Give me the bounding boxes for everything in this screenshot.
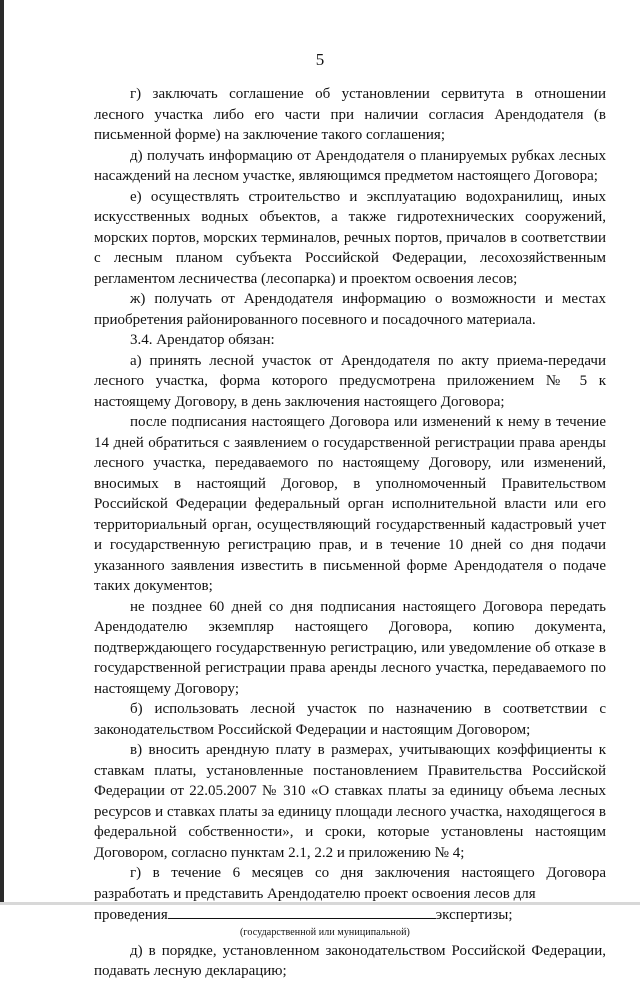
paragraph-declaration: д) в порядке, установленном законодательством Российской Федерации, подавать лесную декларацию; (94, 942, 606, 979)
fill-line-caption: (государственной или муниципальной) (240, 926, 410, 938)
fill-in-line (94, 904, 606, 926)
scan-edge-shadow (0, 0, 4, 905)
paragraph-registration: после подписания настоящего Договора или изменений к нему в течение 14 дней обратиться с заявлением о государственной регистрации права аренды лесного участка, передаваемого по настоящему Договору, или изменений, вносимых в настоящий Договор, в уполномоченный Правительством Российской Федерации федеральный орган исполнительной власти или его территориальный орган, осуществляющий государственный кадастровый учет и государственную регистрацию прав, и в течение 10 дней со дня подачи указанного заявления известить в письменной форме Арендодателя о подаче таких документов; (94, 414, 606, 594)
blank-fill-field (168, 904, 436, 919)
fill-line-suffix: экспертизы; (435, 907, 513, 923)
paragraph-rent-payment: в) вносить арендную плату в размерах, учитывающих коэффициенты к ставкам платы, установленные постановлением Правительства Российской Федерации от 22.05.2007 № 310 «О ставках платы за единицу объема лесных ресурсов и ставках платы за единицу площади лесного участка, находящегося в федеральной собственности», и сроки, которые установлены настоящим Договором, согласно пунктам 2.1, 2.2 и приложению № 4; (94, 742, 606, 861)
page-number: 5 (315, 50, 325, 69)
document-body (94, 84, 606, 982)
paragraph-seed-material: ж) получать от Арендодателя информацию о возможности и местах приобретения районированного посевного и посадочного материала. (94, 291, 606, 328)
section-heading-3-4: 3.4. Арендатор обязан: (130, 332, 275, 348)
fill-line-prefix: проведения (94, 907, 168, 923)
paragraph-transfer-copy: не позднее 60 дней со дня подписания настоящего Договора передать Арендодателю экземпляр настоящего Договора, копию документа, подтверждающего государственную регистрацию, или уведомление об отказе в государственной регистрации права аренды лесного участка, передаваемого по настоящему Договору; (94, 598, 606, 697)
paragraph-accept-plot: а) принять лесной участок от Арендодателя по акту приема-передачи лесного участка, форма которого предусмотрена приложением № 5 к настоящему Договору, в день заключения настоящего Договора; (94, 352, 606, 410)
paragraph-logging-info: д) получать информацию от Арендодателя о планируемых рубках лесных насаждений на лесном участке, являющимся предметом настоящего Договора; (94, 147, 606, 184)
paragraph-servitude: г) заключать соглашение об установлении сервитута в отношении лесного участка либо его части при наличии согласия Арендодателя (в письменной форме) на заключение такого соглашения; (94, 86, 606, 143)
paragraph-forest-project: г) в течение 6 месяцев со дня заключения настоящего Договора разработать и представить Арендодателю проект освоения лесов для (94, 865, 606, 902)
paragraph-use-plot: б) использовать лесной участок по назначению в соответствии с законодательством Российской Федерации и настоящим Договором; (94, 701, 606, 738)
paragraph-construction: е) осуществлять строительство и эксплуатацию водохранилищ, иных искусственных водных объектов, а также гидротехнических сооружений, морских портов, морских терминалов, речных портов, причалов в соответствии с лесным планом субъекта Российской Федерации, лесохозяйственным регламентом лесничества (лесопарка) и проектом освоения лесов; (94, 188, 606, 287)
